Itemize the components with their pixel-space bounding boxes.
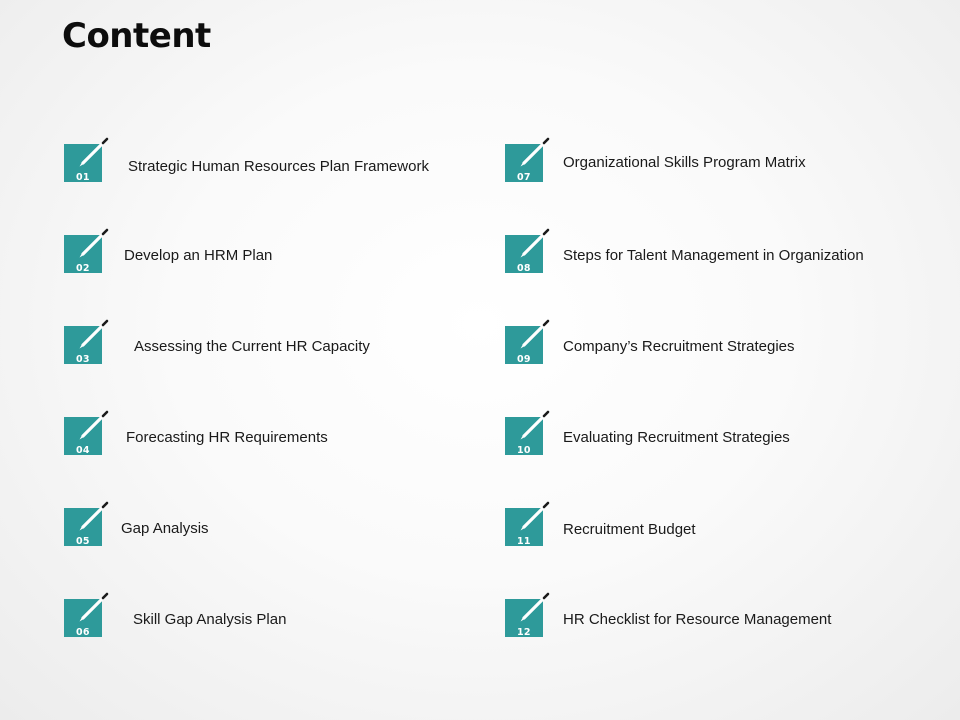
- item-label: Organizational Skills Program Matrix: [563, 154, 806, 171]
- item-label: Gap Analysis: [121, 520, 209, 537]
- item-number: 08: [517, 263, 531, 274]
- item-number: 04: [76, 445, 90, 456]
- item-number: 12: [517, 627, 531, 638]
- item-number: 06: [76, 627, 90, 638]
- agenda-item-10: [505, 409, 905, 459]
- item-label: Forecasting HR Requirements: [126, 429, 328, 446]
- item-number: 09: [517, 354, 531, 365]
- agenda-item-04: [64, 409, 464, 459]
- item-label: Develop an HRM Plan: [124, 247, 273, 264]
- agenda-item-12: [505, 591, 905, 641]
- item-label: Assessing the Current HR Capacity: [134, 338, 370, 355]
- item-number: 11: [517, 536, 531, 547]
- item-label: HR Checklist for Resource Management: [563, 611, 832, 628]
- agenda-item-02: [64, 227, 464, 277]
- item-number: 01: [76, 172, 90, 183]
- agenda-item-05: [64, 500, 464, 550]
- item-number: 05: [76, 536, 90, 547]
- agenda-item-07: [505, 136, 905, 186]
- item-number: 03: [76, 354, 90, 365]
- agenda-item-03: [64, 318, 464, 368]
- page-title: Content: [62, 16, 211, 56]
- agenda-item-01: [64, 136, 464, 186]
- agenda-item-08: [505, 227, 905, 277]
- item-label: Company’s Recruitment Strategies: [563, 338, 795, 355]
- item-label: Skill Gap Analysis Plan: [133, 611, 287, 628]
- item-number: 10: [517, 445, 531, 456]
- agenda-item-09: [505, 318, 905, 368]
- item-label: Recruitment Budget: [563, 521, 696, 538]
- item-number: 02: [76, 263, 90, 274]
- item-label: Strategic Human Resources Plan Framework: [128, 158, 429, 175]
- item-label: Steps for Talent Management in Organization: [563, 247, 864, 264]
- item-label: Evaluating Recruitment Strategies: [563, 429, 790, 446]
- agenda-item-06: [64, 591, 464, 641]
- agenda-item-11: [505, 500, 905, 550]
- item-number: 07: [517, 172, 531, 183]
